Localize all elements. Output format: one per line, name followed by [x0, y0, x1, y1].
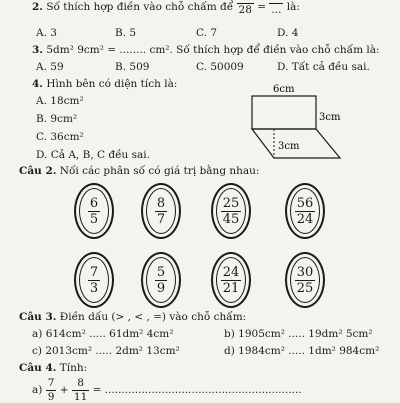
figure-label-inner: 3cm	[278, 141, 300, 152]
q3-text: 5dm² 9cm² = ........ cm². Số thích hợp để điền vào chỗ chấm là:	[46, 44, 380, 56]
cau3-item-d: d) 1984cm² ..... 1dm² 984cm²	[224, 345, 380, 357]
q2-fraction-1: 28	[237, 0, 254, 15]
figure-label-right: 3cm	[319, 112, 341, 123]
q2-option-d: D. 4	[277, 27, 299, 39]
cau2-line	[19, 165, 259, 177]
cau4-line	[19, 362, 87, 374]
cau4-fraction-2: $\frac{8}{11}$	[73, 377, 88, 403]
cau3-item-c: c) 2013cm² ..... 2dm² 13cm²	[32, 345, 180, 357]
q2-option-b: B. 5	[115, 27, 137, 39]
cau4-text: Tính:	[59, 362, 88, 374]
q4-line	[32, 78, 177, 90]
q4-option-c: C. 36cm²	[36, 131, 84, 143]
cau2-text: Nối các phân số có giá trị bằng nhau:	[59, 165, 260, 177]
cau4-fraction-1: $\frac{7}{9}$	[47, 377, 55, 403]
cau3-label: Câu 3.	[19, 311, 57, 323]
q2-label: 2.	[32, 1, 43, 13]
q3-option-d: D. Tất cả đều sai.	[277, 61, 370, 73]
q4-option-d: D. Cả A, B, C đều sai.	[36, 149, 150, 161]
q2-fraction-2: ...	[269, 0, 283, 15]
cau4-part-a: a) $\frac{7}{9}$ + $\frac{8}{11}$ = ...........................................................	[32, 377, 302, 403]
q3-option-b: B. 509	[115, 61, 150, 73]
cau4-label: Câu 4.	[19, 362, 57, 374]
cau3-item-b: b) 1905cm² ..... 19dm² 5cm²	[224, 328, 373, 340]
q4-option-b: B. 9cm²	[36, 113, 78, 125]
cau2-label: Câu 2.	[19, 165, 57, 177]
figure-label-top: 6cm	[273, 84, 295, 95]
fraction-oval-8-7[interactable]: $\frac{8}{7}$	[141, 183, 181, 239]
fraction-oval-5-9[interactable]: $\frac{5}{9}$	[141, 252, 181, 308]
q2-text-after: là:	[286, 1, 300, 13]
fraction-oval-6-5[interactable]: $\frac{6}{5}$	[74, 183, 114, 239]
q4-text: Hình bên có diện tích là:	[46, 78, 178, 90]
figure-rectangle	[252, 96, 316, 129]
q3-option-a: A. 59	[36, 61, 64, 73]
fraction-oval-25-45[interactable]: $\frac{25}{45}$	[211, 183, 251, 239]
q2-option-a: A. 3	[36, 27, 57, 39]
q3-option-c: C. 50009	[196, 61, 244, 73]
q2-line: 2. Số thích hợp điền vào chỗ chấm để 28 = ... là:	[32, 0, 300, 15]
fraction-oval-24-21[interactable]: $\frac{24}{21}$	[211, 252, 251, 308]
fraction-oval-56-24[interactable]: $\frac{56}{24}$	[285, 183, 325, 239]
q4-figure	[246, 82, 376, 162]
q4-label: 4.	[32, 78, 43, 90]
q3-line	[32, 44, 380, 56]
cau3-line	[19, 311, 246, 323]
fraction-oval-30-25[interactable]: $\frac{30}{25}$	[285, 252, 325, 308]
cau3-item-a: a) 614cm² ..... 61dm² 4cm²	[32, 328, 174, 340]
cau4-answer-line[interactable]: = ...........................................................	[92, 384, 302, 396]
cau3-text: Điền dấu (> , < , =) vào chỗ chấm:	[59, 311, 247, 323]
q2-option-c: C. 7	[196, 27, 218, 39]
fraction-oval-7-3[interactable]: $\frac{7}{3}$	[74, 252, 114, 308]
q4-option-a: A. 18cm²	[36, 95, 84, 107]
q3-label: 3.	[32, 44, 43, 56]
q2-text: Số thích hợp điền vào chỗ chấm để	[46, 1, 234, 13]
